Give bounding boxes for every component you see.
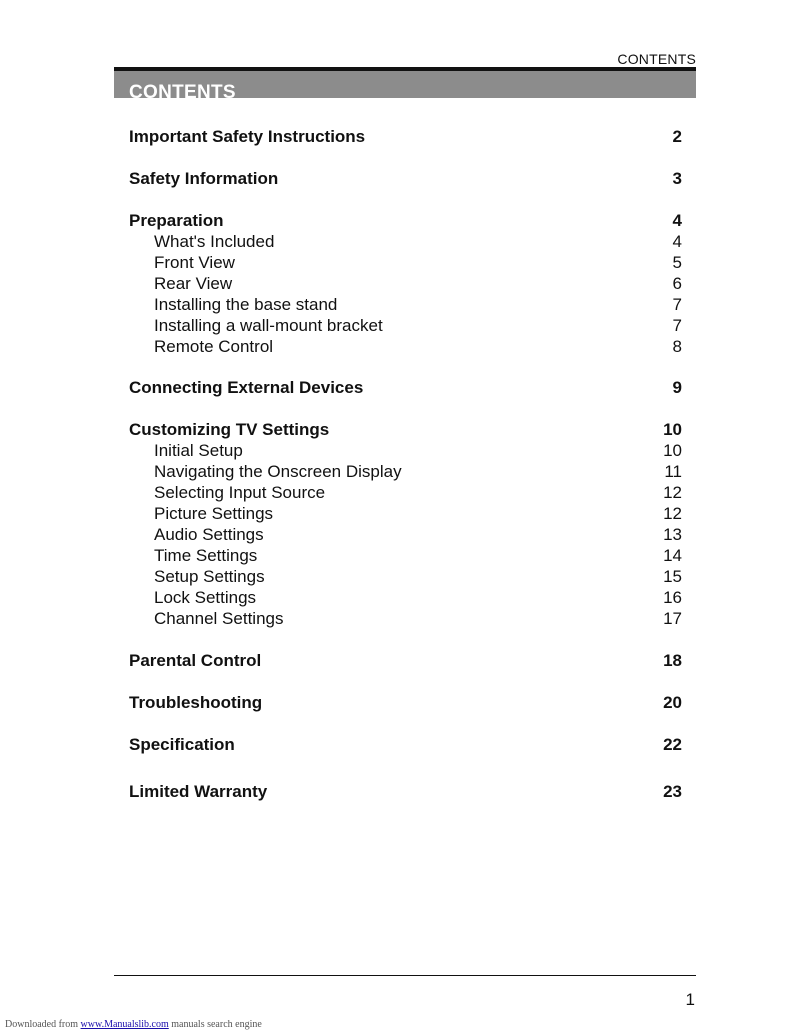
toc-subentry-label: Initial Setup: [154, 441, 243, 460]
toc-subentry[interactable]: [129, 273, 682, 294]
toc-subentry-page: 12: [663, 483, 682, 502]
toc-subentry[interactable]: [129, 608, 682, 629]
toc-subentry-label: Navigating the Onscreen Display: [154, 462, 402, 481]
toc-entry-label: Specification: [129, 735, 235, 754]
toc-subentry[interactable]: [129, 566, 682, 587]
toc-entry-label: Customizing TV Settings: [129, 420, 330, 439]
toc-subentry-label: Front View: [154, 253, 235, 272]
toc-subentry[interactable]: [129, 482, 682, 503]
toc-entry[interactable]: [129, 210, 682, 231]
toc-subentry-page: 14: [663, 546, 682, 565]
toc-subentry[interactable]: [129, 461, 682, 482]
toc-subentry-label: Lock Settings: [154, 588, 257, 607]
toc-subentry[interactable]: [129, 315, 682, 336]
toc-subentry-page: 7: [672, 295, 682, 314]
toc-subentry[interactable]: [129, 587, 682, 608]
toc-subentry-label: Setup Settings: [154, 567, 265, 586]
toc-subentry-label: Selecting Input Source: [154, 483, 326, 502]
toc-subentry-page: 13: [663, 525, 682, 544]
toc-subentry[interactable]: [129, 440, 682, 461]
toc-entry[interactable]: [129, 126, 682, 147]
toc-subentry[interactable]: [129, 545, 682, 566]
section-title-bar: [114, 67, 696, 98]
toc-subentry-label: Audio Settings: [154, 525, 264, 544]
toc-subentry-label: Time Settings: [154, 546, 258, 565]
toc-subentry-page: 4: [672, 232, 682, 251]
toc-entry[interactable]: [129, 168, 682, 189]
toc-entry[interactable]: [129, 419, 682, 440]
toc-subentry-page: 5: [672, 253, 682, 272]
manualslib-link[interactable]: www.Manualslib.com: [80, 1019, 169, 1030]
toc-entry-page: 4: [672, 211, 682, 230]
toc-entry[interactable]: [129, 734, 682, 755]
toc-entry-label: Safety Information: [129, 169, 279, 188]
toc-entry[interactable]: [129, 650, 682, 671]
toc-entry[interactable]: [129, 692, 682, 713]
toc-subentry-page: 12: [663, 504, 682, 523]
toc-subentry[interactable]: [129, 231, 682, 252]
toc-subentry-page: 10: [663, 441, 682, 460]
toc-subentry-page: 6: [672, 274, 682, 293]
toc-entry-label: Connecting External Devices: [129, 378, 364, 397]
toc-subentry[interactable]: [129, 503, 682, 524]
toc-entry-label: Parental Control: [129, 651, 262, 670]
toc-subentry[interactable]: [129, 524, 682, 545]
toc-subentry-label: What's Included: [154, 232, 275, 251]
toc-subentry-label: Remote Control: [154, 337, 274, 356]
toc-subentry-page: 17: [663, 609, 682, 628]
download-watermark: [5, 1019, 262, 1030]
toc-entry-label: Limited Warranty: [129, 782, 268, 801]
toc-subentry-label: Picture Settings: [154, 504, 274, 523]
toc-entry-page: 10: [663, 420, 682, 439]
toc-subentry-label: Installing a wall-mount bracket: [154, 316, 383, 335]
toc-subentry-page: 7: [672, 316, 682, 335]
toc-subentry-label: Channel Settings: [154, 609, 284, 628]
toc-entry[interactable]: [129, 377, 682, 398]
toc-subentry-page: 15: [663, 567, 682, 586]
toc-subentry-label: Rear View: [154, 274, 233, 293]
toc-subentry-page: 16: [663, 588, 682, 607]
toc-subentry[interactable]: [129, 252, 682, 273]
toc-entry-page: 3: [672, 169, 682, 188]
toc-entry-page: 2: [672, 127, 682, 146]
running-header: CONTENTS: [617, 51, 696, 67]
watermark-prefix: Downloaded from: [5, 1019, 81, 1030]
section-title: CONTENTS: [129, 82, 236, 98]
toc-entry-page: 20: [663, 693, 682, 712]
toc-subentry-label: Installing the base stand: [154, 295, 338, 314]
watermark-suffix: manuals search engine: [168, 1019, 262, 1030]
toc-entry[interactable]: [129, 781, 682, 802]
toc-entry-page: 9: [672, 378, 682, 397]
toc-entry-label: Preparation: [129, 211, 224, 230]
toc-subentry-page: 11: [664, 462, 682, 481]
page-number: 1: [685, 990, 695, 1009]
toc-entry-page: 23: [663, 782, 682, 801]
toc-entry-page: 22: [663, 735, 682, 754]
toc-entry-label: Important Safety Instructions: [129, 127, 366, 146]
toc-entry-label: Troubleshooting: [129, 693, 263, 712]
footer-divider: [114, 975, 696, 976]
toc-entry-page: 18: [663, 651, 682, 670]
toc-subentry[interactable]: [129, 336, 682, 357]
toc-subentry[interactable]: [129, 294, 682, 315]
toc-subentry-page: 8: [672, 337, 682, 356]
